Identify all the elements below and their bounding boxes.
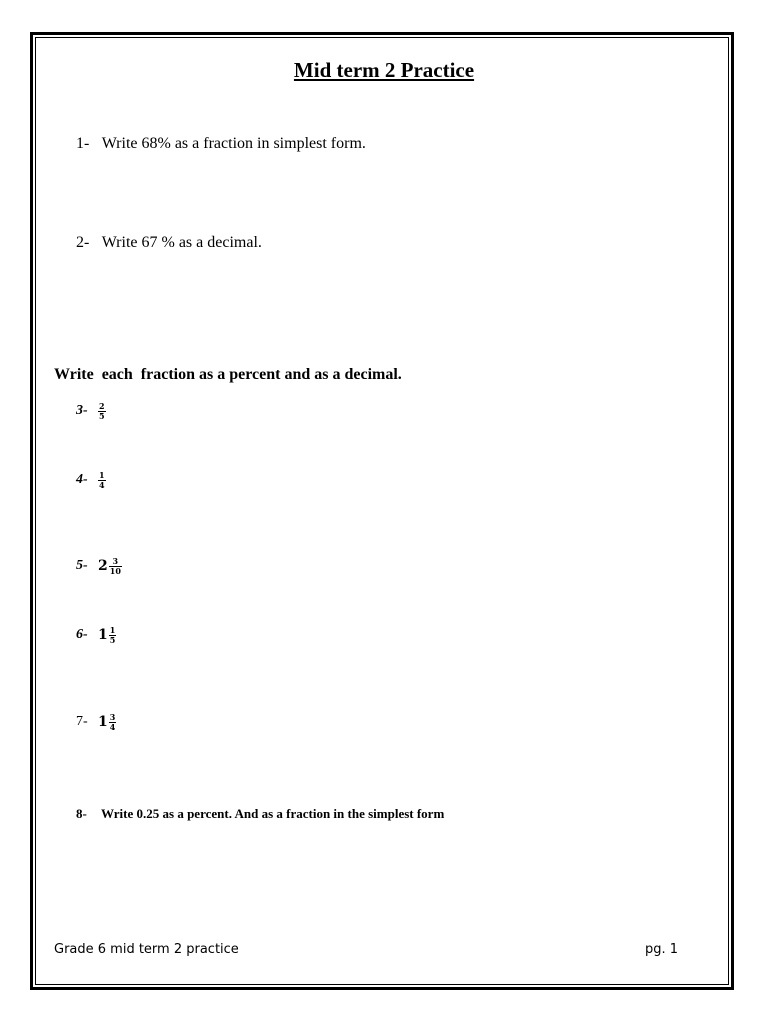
question-text: Write 0.25 as a percent. And as a fraction in the simplest form	[101, 806, 445, 821]
numerator: 1	[109, 624, 116, 635]
question-8	[76, 806, 444, 822]
question-text: Write 67 % as a decimal.	[101, 234, 262, 251]
section-heading: Write each fraction as a percent and as a decimal.	[54, 366, 402, 383]
question-6	[76, 620, 116, 650]
question-3	[76, 396, 106, 426]
question-text: Write 68% as a fraction in simplest form.	[101, 135, 366, 152]
denominator: 4	[109, 721, 116, 732]
footer-course-label: Grade 6 mid term 2 practice	[54, 942, 239, 957]
fraction	[109, 557, 122, 576]
fraction	[98, 402, 106, 421]
denominator: 5	[99, 410, 105, 421]
numerator: 2	[99, 400, 105, 411]
numerator: 1	[99, 469, 105, 480]
question-number: 4-	[76, 472, 88, 487]
whole-number: 1	[98, 627, 108, 643]
question-4	[76, 465, 106, 495]
fraction	[109, 713, 117, 732]
question-number: 6-	[76, 627, 88, 642]
question-number: 8-	[76, 806, 87, 821]
denominator: 5	[109, 634, 116, 645]
question-7	[76, 707, 116, 737]
page-border-inner	[35, 37, 729, 985]
numerator: 3	[109, 711, 116, 722]
whole-number: 2	[98, 558, 108, 574]
page-title: Mid term 2 Practice	[293, 58, 475, 82]
question-1	[76, 135, 366, 153]
footer-page-number: pg. 1	[644, 942, 678, 957]
fraction	[98, 471, 106, 490]
numerator: 3	[112, 555, 119, 566]
question-number: 5-	[76, 558, 88, 573]
question-number: 2-	[76, 234, 90, 251]
question-number: 1-	[76, 135, 90, 152]
fraction	[109, 626, 117, 645]
question-number: 7-	[76, 714, 88, 729]
question-number: 3-	[76, 403, 88, 418]
question-2	[76, 234, 262, 252]
whole-number: 1	[98, 714, 108, 730]
question-5	[76, 551, 122, 581]
denominator: 4	[99, 479, 105, 490]
denominator: 10	[109, 565, 121, 576]
